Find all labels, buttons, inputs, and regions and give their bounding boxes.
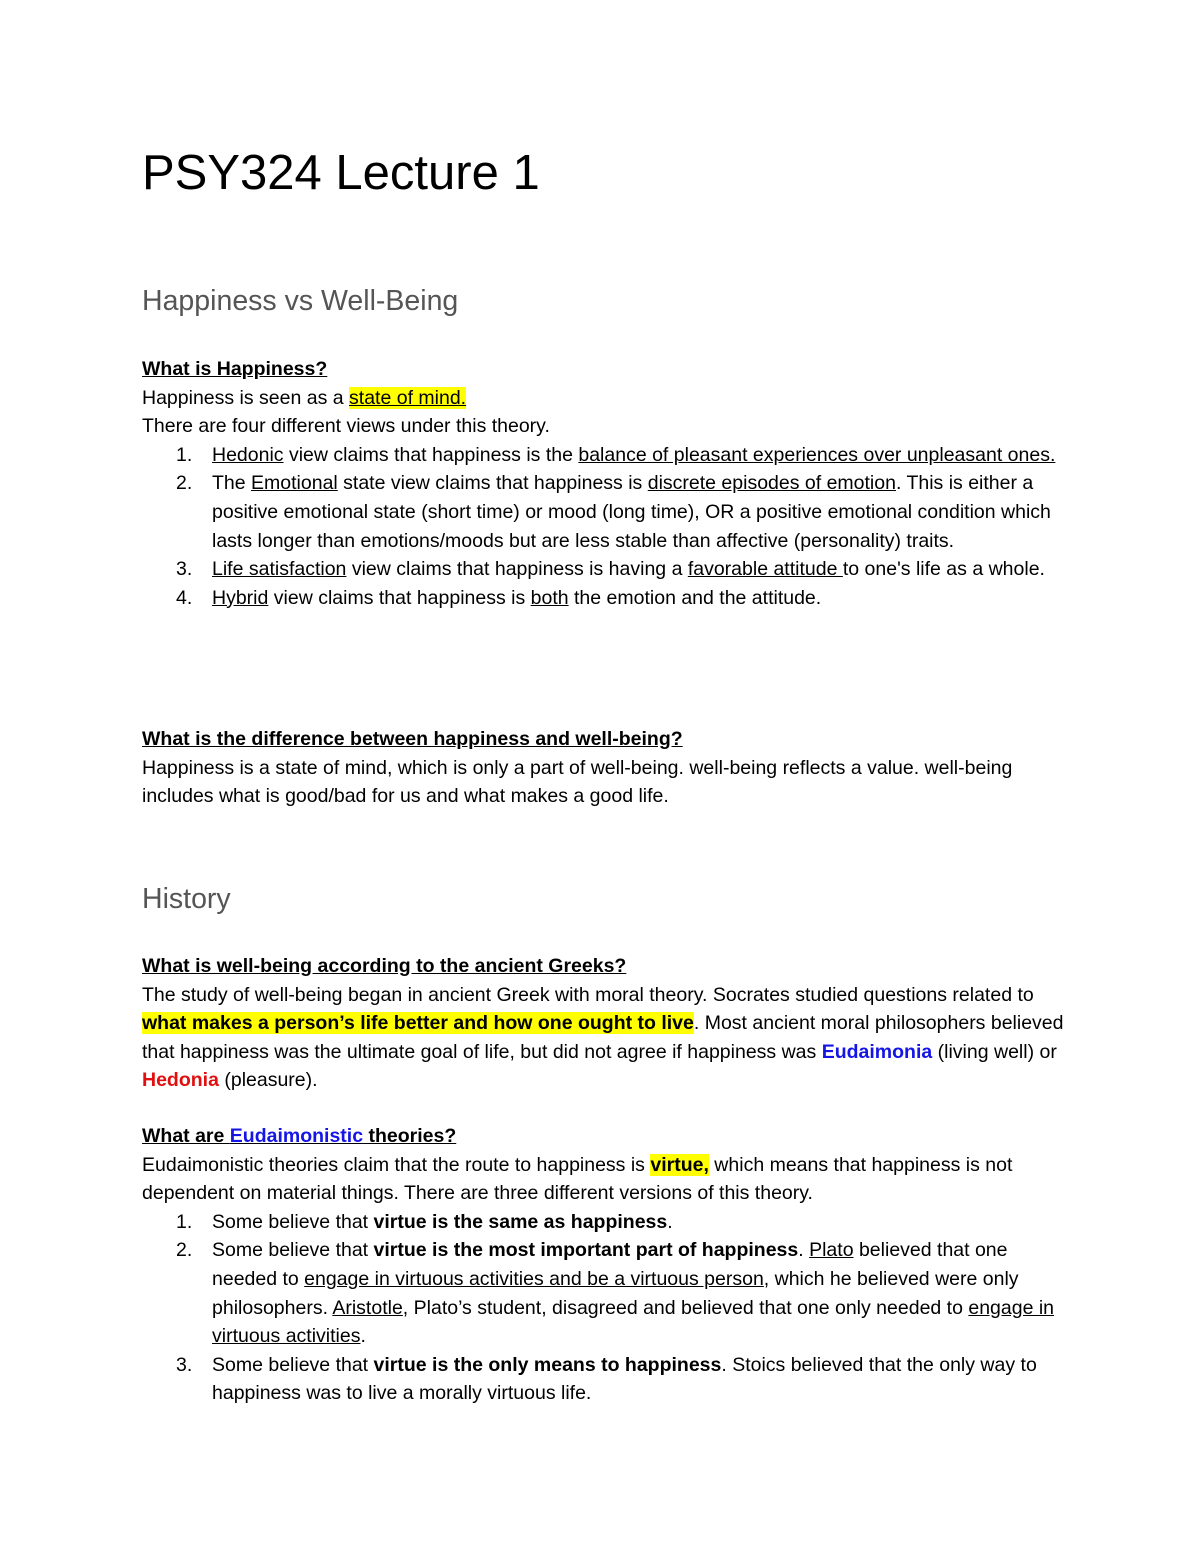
list-item: 3. Life satisfaction view claims that happiness is having a favorable attitude to one's life as a whole. [176,558,1045,581]
highlight-state-of-mind: state of mind. [349,386,467,409]
section-heading-happiness: Happiness vs Well-Being [142,285,459,317]
versions-list [142,1208,1072,1408]
paragraph-eudaimonistic-answer: Eudaimonistic theories claim that the route to happiness is virtue, which means that happiness is not dependent on material things. There are three different versions of this theory. [142,1153,1013,1205]
list-item: 2. The Emotional state view claims that happiness is discrete episodes of emotion. This is either a positive emotional state (short time) or mood (long time), OR a positive emotional condition which lasts longer than emotions/moods but are less stable than affective (personality) traits. [176,472,1051,552]
eudaimonistic-block [142,1122,1072,1408]
question-ancient-greeks: What is well-being according to the ancient Greeks? [142,955,627,977]
paragraph-four-views: There are four different views under this theory. [142,415,550,438]
happiness-block [142,355,1072,612]
list-item: 3. Some believe that virtue is the only means to happiness. Stoics believed that the only way to happiness was to live a morally virtuous life. [176,1353,1037,1405]
question-what-is-happiness: What is Happiness? [142,358,328,380]
term-hedonia: Hedonia [142,1069,219,1092]
list-item: 4. Hybrid view claims that happiness is both the emotion and the attitude. [176,586,822,609]
highlight-better-life: what makes a person’s life better and how one ought to live [142,1012,694,1035]
highlight-virtue: virtue, [650,1153,709,1176]
term-eudaimonia: Eudaimonia [821,1040,933,1063]
list-item: 1. Hedonic view claims that happiness is the balance of pleasant experiences over unpleasant ones. [176,443,1056,466]
difference-block [142,725,1072,811]
list-item: 2. Some believe that virtue is the most important part of happiness. Plato believed that one needed to engage in virtuous activities and be a virtuous person, which he believed were only philosophers. Aristotle, Plato’s student, disagreed and believed that one only needed to engage in virtuous activities. [176,1239,1055,1348]
question-difference: What is the difference between happiness and well-being? [142,728,683,750]
paragraph-state-of-mind: Happiness is seen as a state of mind. [142,386,467,409]
paragraph-difference-answer: Happiness is a state of mind, which is only a part of well-being. well-being reflects a value. well-being includes what is good/bad for us and what makes a good life. [142,756,1013,808]
page-title: PSY324 Lecture 1 [142,146,540,200]
section-heading-history: History [142,883,231,915]
question-eudaimonistic: What are Eudaimonistic theories? [142,1125,457,1147]
list-item: 1. Some believe that virtue is the same as happiness. [176,1210,673,1233]
views-list [142,441,1072,613]
paragraph-greeks-answer: The study of well-being began in ancient Greek with moral theory. Socrates studied questions related to what makes a person’s life better and how one ought to live. Most ancient moral philosophers believed that happiness was the ultimate goal of life, but did not agree if happiness was Eudaimonia (living well) or Hedonia (pleasure). [142,983,1064,1092]
greeks-block [142,952,1072,1095]
